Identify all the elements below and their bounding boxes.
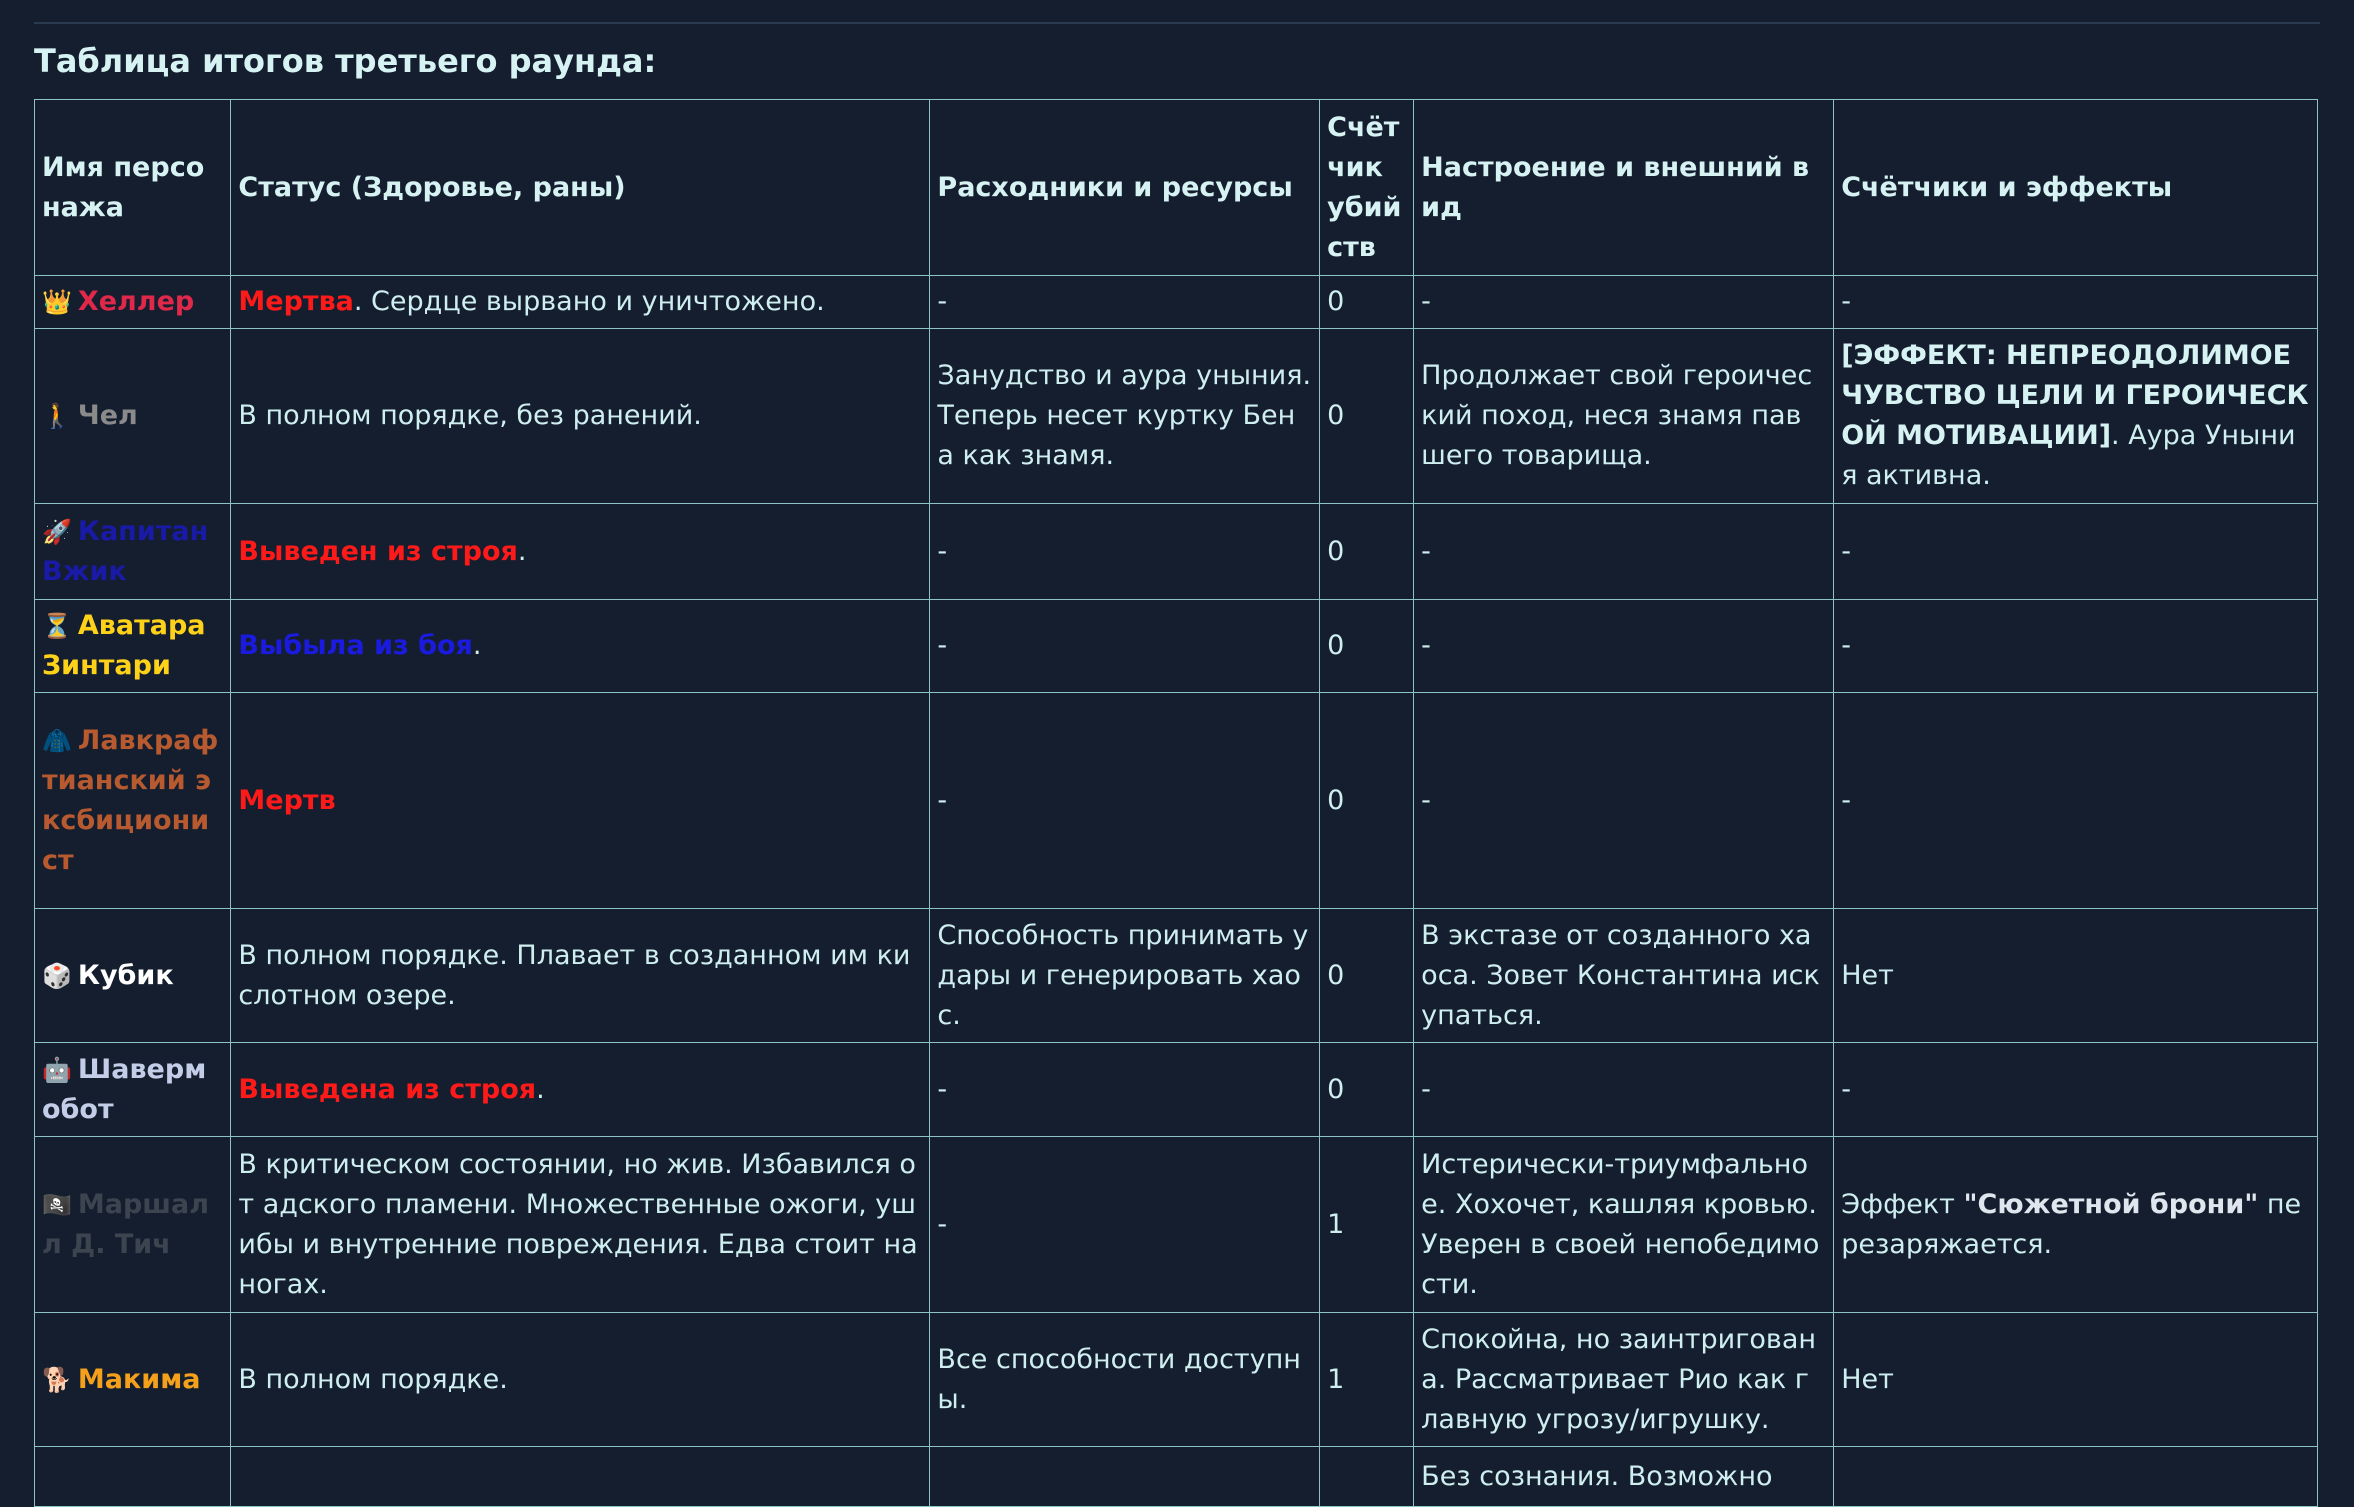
cell-resources: -	[930, 693, 1320, 909]
cell-resources: Все способности доступны.	[930, 1313, 1320, 1447]
cell-name	[35, 693, 231, 909]
cell-name	[35, 1043, 231, 1137]
status-text-tail: . Сердце вырвано и уничтожено.	[353, 286, 825, 317]
status-badge: Мертва	[238, 286, 354, 317]
cell-status	[231, 1043, 930, 1137]
cell-name	[35, 909, 231, 1043]
header-resources: Расходники и ресурсы	[930, 100, 1320, 276]
character-name: Чел	[77, 400, 138, 431]
cell-kills: 0	[1320, 329, 1414, 504]
dice-icon: 🎲	[42, 961, 72, 990]
effect-text: -	[1841, 535, 1851, 567]
effect-label: [ЭФФЕКТ: НЕПРЕОДОЛИМОЕ ЧУВСТВО ЦЕЛИ И ГЕРОИЧЕСКОЙ МОТИВАЦИИ]	[1841, 340, 2309, 451]
cell-name	[35, 329, 231, 504]
effect-quote: "Сюжетной брони"	[1963, 1188, 2259, 1220]
top-divider	[34, 22, 2320, 24]
status-badge: Выведена из строя	[238, 1073, 537, 1105]
effect-text: -	[1841, 784, 1851, 816]
cell-effects	[1834, 693, 2318, 909]
status-text-tail: .	[472, 630, 482, 661]
cell-status	[231, 909, 930, 1043]
effect-prefix: Эффект	[1841, 1188, 1964, 1220]
header-mood: Настроение и внешний вид	[1414, 100, 1834, 276]
table-row	[35, 504, 2318, 600]
cell-kills: 0	[1320, 909, 1414, 1043]
cell-partial	[231, 1447, 930, 1507]
cell-resources: -	[930, 1043, 1320, 1137]
cell-kills: 1	[1320, 1137, 1414, 1313]
cell-partial	[1414, 1447, 1834, 1507]
status-badge: Выведен из строя	[238, 535, 518, 567]
walking-person-icon: 🚶	[42, 402, 72, 430]
table-row	[35, 1313, 2318, 1447]
cell-resources: Способность принимать удары и генерировать хаос.	[930, 909, 1320, 1043]
character-name: Хеллер	[77, 286, 195, 317]
table-row	[35, 909, 2318, 1043]
cell-mood: В экстазе от созданного хаоса. Зовет Константина искупаться.	[1414, 909, 1834, 1043]
table-row	[35, 1137, 2318, 1313]
character-name: Капитан Вжик	[42, 515, 209, 587]
cell-mood-partial: Без сознания. Возможно	[1421, 1460, 1773, 1492]
cell-effects	[1834, 276, 2318, 329]
cell-mood: Истерически-триумфальное. Хохочет, кашляя кровью. Уверен в своей непобедимости.	[1414, 1137, 1834, 1313]
pirate-flag-icon: 🏴‍☠️	[42, 1190, 72, 1219]
character-name: Аватара Зинтари	[42, 610, 206, 681]
effect-text: -	[1841, 630, 1851, 661]
cell-effects	[1834, 909, 2318, 1043]
cell-kills: 0	[1320, 600, 1414, 693]
cell-name	[35, 600, 231, 693]
cell-effects	[1834, 600, 2318, 693]
cell-status	[231, 276, 930, 329]
cell-partial	[1320, 1447, 1414, 1507]
cell-status	[231, 329, 930, 504]
section-title: Таблица итогов третьего раунда:	[34, 42, 657, 80]
cell-mood: Продолжает свой героический поход, неся знамя павшего товарища.	[1414, 329, 1834, 504]
status-text-tail: .	[517, 535, 527, 567]
status-badge: Выбыла из боя	[238, 630, 473, 661]
cell-status	[231, 600, 930, 693]
table-row	[35, 276, 2318, 329]
table-header-row	[35, 100, 2318, 276]
cell-mood: Спокойна, но заинтригована. Рассматривает Рио как главную угрозу/игрушку.	[1414, 1313, 1834, 1447]
cell-mood: -	[1414, 276, 1834, 329]
cell-kills: 0	[1320, 504, 1414, 600]
cell-partial	[1834, 1447, 2318, 1507]
cell-resources: -	[930, 504, 1320, 600]
cell-mood: -	[1414, 600, 1834, 693]
crown-icon: 👑	[42, 288, 72, 316]
effect-text: -	[1841, 1073, 1851, 1105]
table-row	[35, 329, 2318, 504]
status-badge: Мертв	[238, 784, 336, 816]
rocket-icon: 🚀	[42, 517, 72, 546]
cell-partial	[35, 1447, 231, 1507]
cell-partial	[930, 1447, 1320, 1507]
status-text: В полном порядке, без ранений.	[238, 400, 702, 431]
cell-status	[231, 504, 930, 600]
cell-kills: 0	[1320, 1043, 1414, 1137]
cell-name	[35, 276, 231, 329]
character-name: Лавкрафтианский эксбиционист	[42, 724, 219, 876]
status-text: В полном порядке.	[238, 1363, 508, 1395]
table-row	[35, 693, 2318, 909]
header-kills: Счётчик убийств	[1320, 100, 1414, 276]
cell-resources: -	[930, 276, 1320, 329]
header-status: Статус (Здоровье, раны)	[231, 100, 930, 276]
coat-icon: 🧥	[42, 726, 72, 755]
character-name: Маршалл Д. Тич	[42, 1188, 209, 1260]
cell-effects	[1834, 1313, 2318, 1447]
table-row	[35, 600, 2318, 693]
effect-text: Нет	[1841, 959, 1894, 991]
cell-effects	[1834, 504, 2318, 600]
cell-mood: -	[1414, 693, 1834, 909]
table-row	[35, 1447, 2318, 1507]
cell-kills: 1	[1320, 1313, 1414, 1447]
character-name: Шавермобот	[42, 1053, 207, 1125]
cell-effects	[1834, 1137, 2318, 1313]
cell-resources: Занудство и аура уныния. Теперь несет куртку Бена как знамя.	[930, 329, 1320, 504]
status-text: В критическом состоянии, но жив. Избавился от адского пламени. Множественные ожоги, ушибы и внутренние повреждения. Едва стоит на ногах.	[238, 1148, 918, 1300]
cell-resources: -	[930, 600, 1320, 693]
cell-status	[231, 1137, 930, 1313]
effect-text: -	[1841, 286, 1851, 317]
cell-resources: -	[930, 1137, 1320, 1313]
cell-mood: -	[1414, 1043, 1834, 1137]
status-text-tail: .	[536, 1073, 545, 1105]
effect-text: Нет	[1841, 1363, 1894, 1395]
effect-text: перезаряжается.	[1841, 1188, 2302, 1260]
status-text: В полном порядке. Плавает в созданном им кислотном озере.	[238, 939, 911, 1011]
header-effects: Счётчики и эффекты	[1834, 100, 2318, 276]
cell-name	[35, 1137, 231, 1313]
cell-mood: -	[1414, 504, 1834, 600]
robot-icon: 🤖	[42, 1055, 72, 1084]
cell-name	[35, 504, 231, 600]
cell-status	[231, 693, 930, 909]
character-name: Макима	[77, 1363, 201, 1395]
header-name: Имя персонажа	[35, 100, 231, 276]
character-name: Кубик	[77, 959, 174, 991]
cell-effects	[1834, 1043, 2318, 1137]
cell-status	[231, 1313, 930, 1447]
results-table	[34, 99, 2318, 1507]
cell-kills: 0	[1320, 693, 1414, 909]
table-row	[35, 1043, 2318, 1137]
cell-kills: 0	[1320, 276, 1414, 329]
dog-icon: 🐕	[42, 1365, 72, 1394]
hourglass-icon: ⏳	[42, 612, 72, 640]
cell-effects	[1834, 329, 2318, 504]
cell-name	[35, 1313, 231, 1447]
effect-text: . Аура Уныния активна.	[1841, 420, 2296, 491]
